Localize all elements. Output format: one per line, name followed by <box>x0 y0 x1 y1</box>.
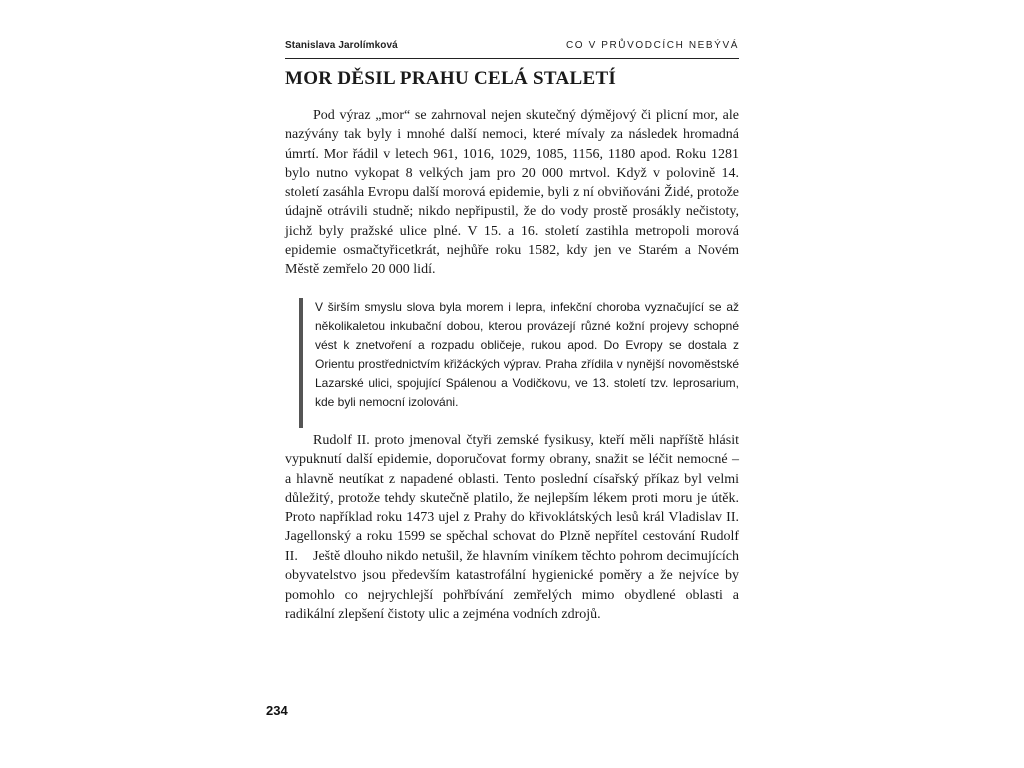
running-header-book-title: CO V PRŮVODCÍCH NEBÝVÁ <box>565 40 739 51</box>
sidebar-accent-bar <box>299 298 303 428</box>
header-rule <box>285 58 739 59</box>
sidebar-note: V širším smyslu slova byla morem i lepra, infekční choroba vyznačující se až několikaletou inkubační dobou, kterou provázejí různé kožní projevy schopné vést k znetvoření a rozpadu obličeje, rukou apod. Do Evropy se dostala z Orientu prostřednictvím křižáckých výprav. Praha zřídila v nynější novoměstské Lazarské ulici, spojující Spálenou a Vodičkovu, ve 13. století tzv. leprosarium, kde byli nemocní izolováni. <box>315 300 739 409</box>
body-paragraph-1: Pod výraz „mor“ se zahrnoval nejen skutečný dýmějový či plicní mor, ale nazývány tak byly i mnohé další nemoci, které mívaly za následek hromadná úmrtí. Mor řádil v letech 961, 1016, 1029, 1085, 1156, 1180 apod. Roku 1281 bylo nutno vykopat 8 velkých jam pro 20 000 mrtvol. Když v polovině 14. století zasáhla Evropu další morová epidemie, byli z ní obviňováni Židé, protože údajně otrávili studně; nikdo nepřipustil, že do vody prostě prosákly nečistoty, jichž byly pražské ulice plné. V 15. a 16. století zastihla metropoli morová epidemie osmačtyřicetkrát, nejhůře roku 1582, kdy jen ve Starém a Novém Městě zemřelo 20 000 lidí. <box>285 108 739 278</box>
body-paragraph-3: Ještě dlouho nikdo netušil, že hlavním viníkem těchto pohrom decimujících obyvatelstvo jsou především katastrofální hygienické poměry a že nejvíce by pomohlo co nejrychlejší pohřbívání zemřelých mimo obydlené oblasti a radikální zlepšení čistoty ulic a zejména vodních zdrojů. <box>285 549 739 622</box>
article-title: MOR DĚSIL PRAHU CELÁ STALETÍ <box>285 68 617 89</box>
body-paragraph-2: Rudolf II. proto jmenoval čtyři zemské fysikusy, kteří měli napříště hlásit vypuknutí další epidemie, doporučovat formy obrany, snažit se léčit nemocné – a hlavně neutíkat z napadené oblasti. Tento poslední císařský příkaz byl velmi důležitý, protože tehdy skutečně platilo, že nejlepším lékem proti moru je útěk. Proto například roku 1473 ujel z Prahy do křivoklátských lesů král Vladislav II. Jagellonský a roku 1599 se spěchal schovat do Plzně nepřítel cestování Rudolf II. <box>285 433 739 564</box>
running-header-author: Stanislava Jarolímková <box>285 40 398 51</box>
page-number: 234 <box>266 703 288 718</box>
